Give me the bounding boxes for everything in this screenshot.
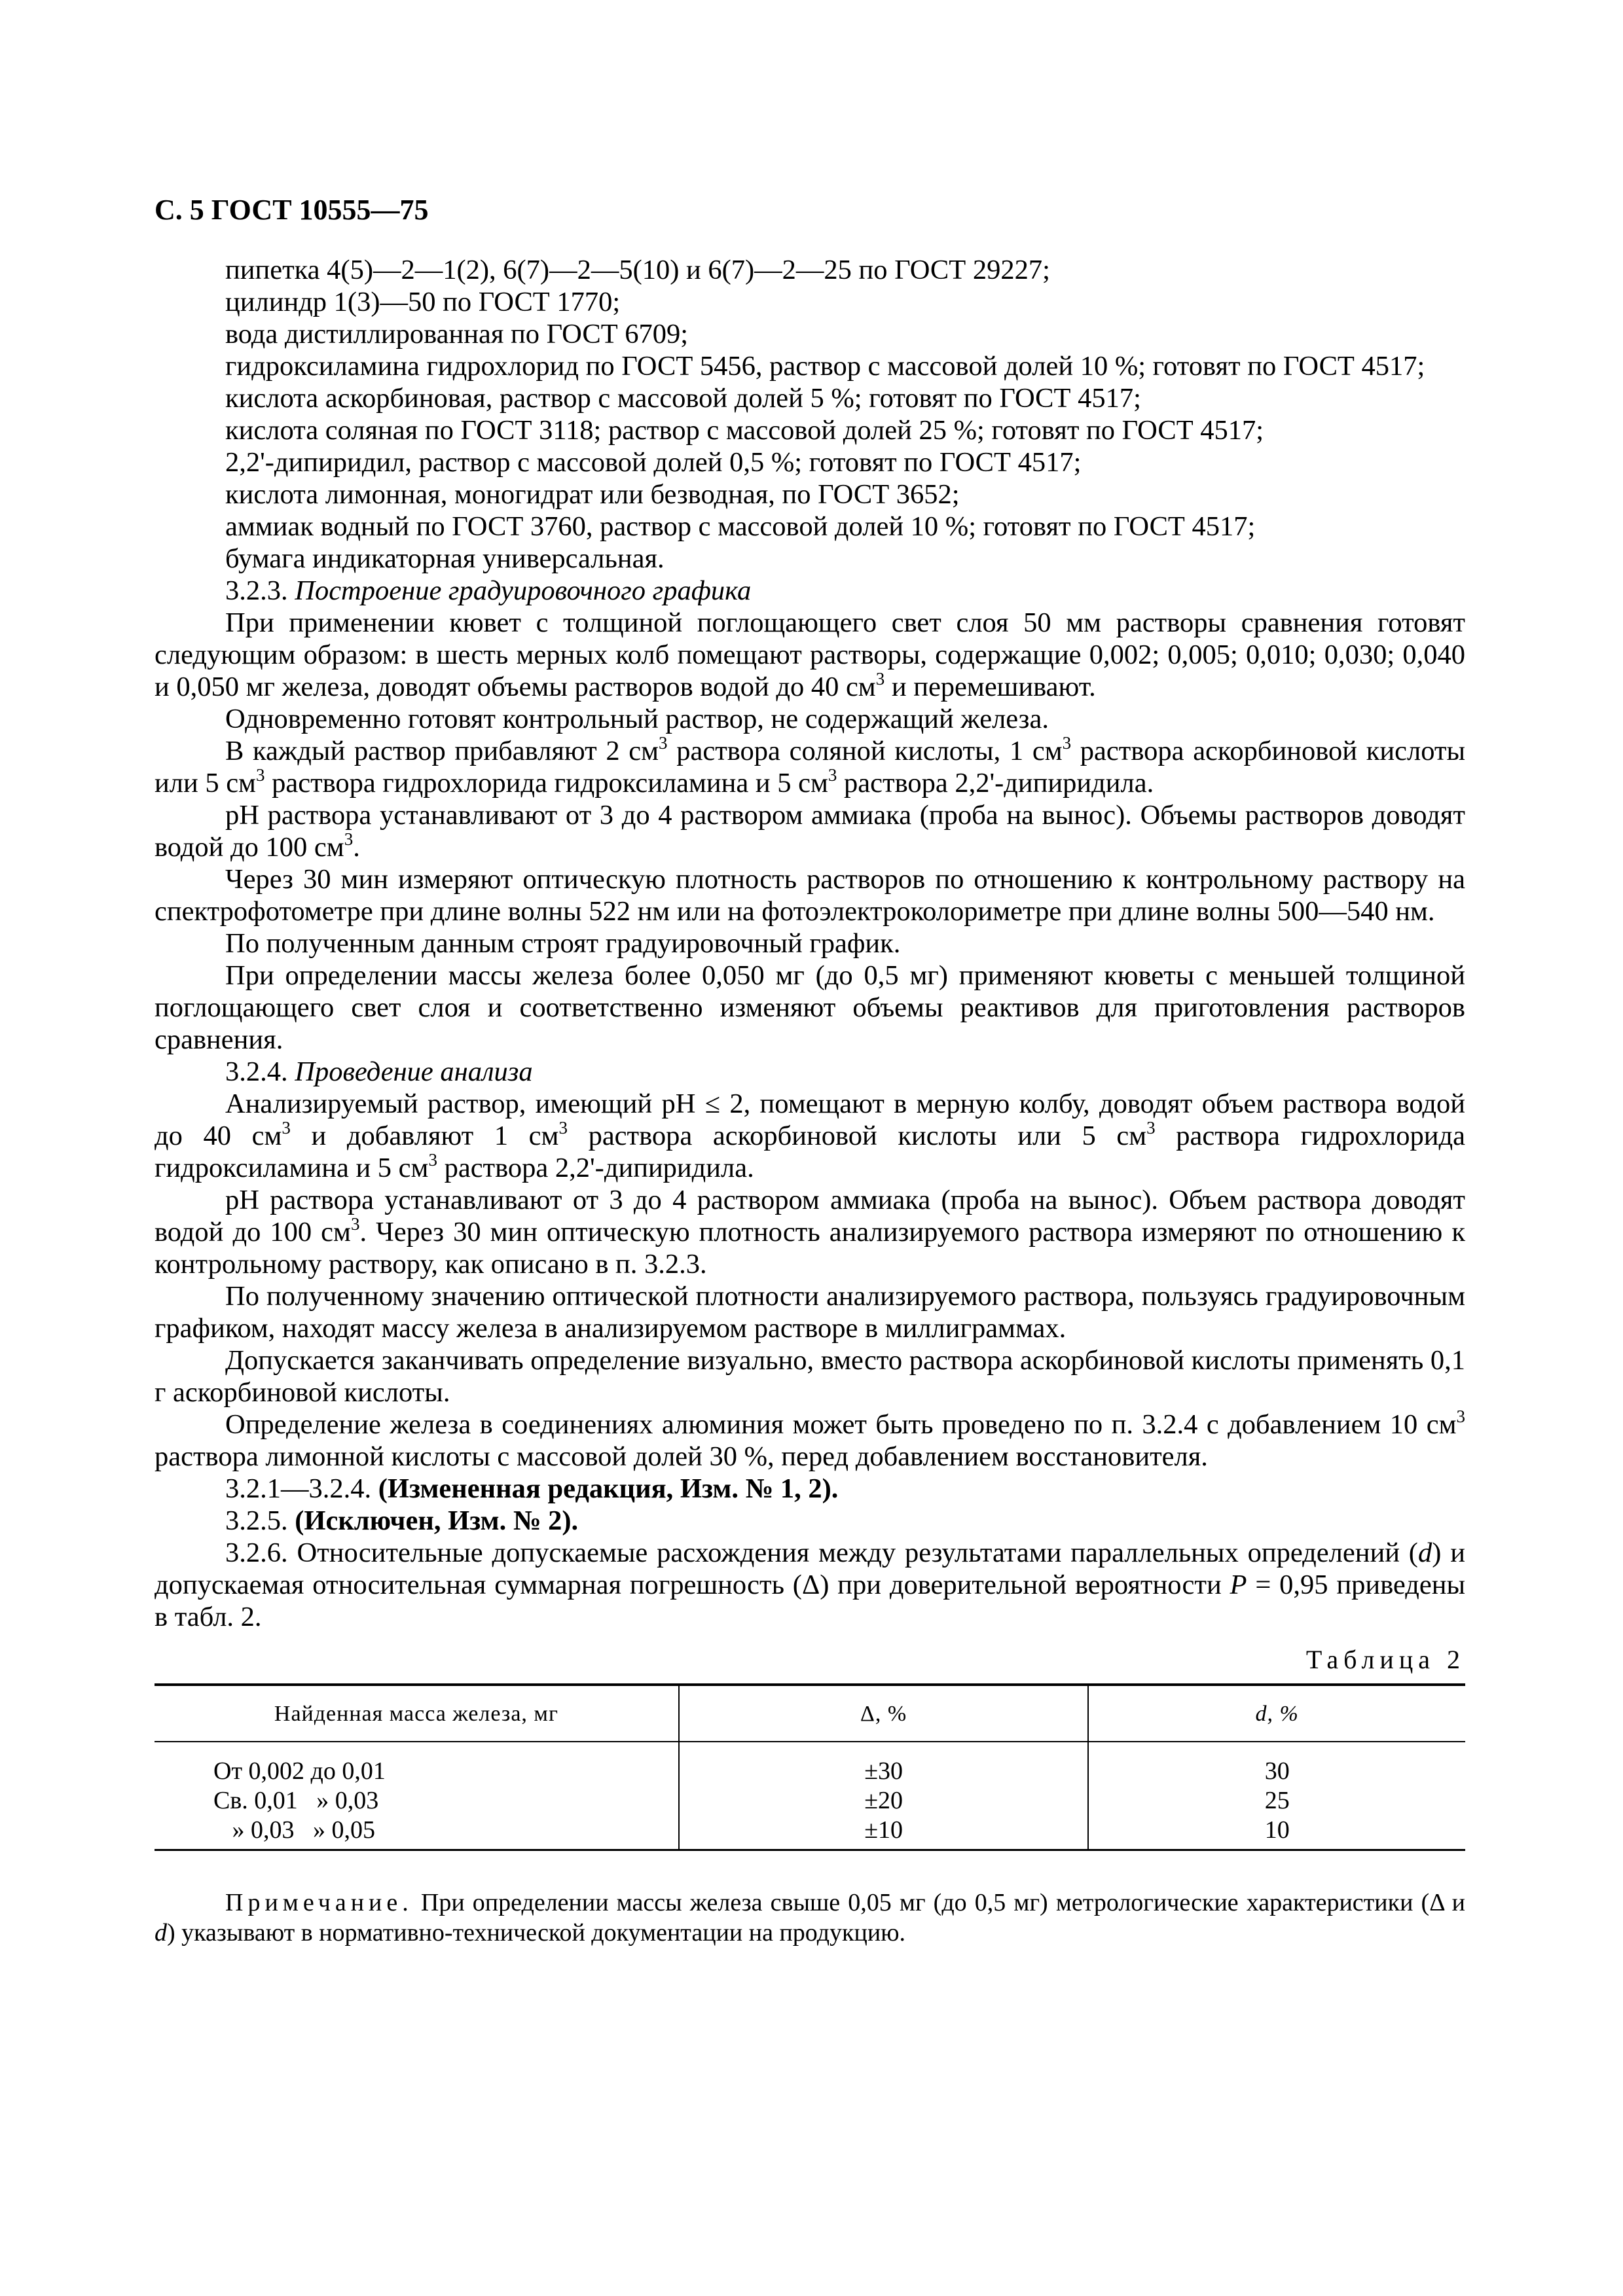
text-run: рН раствора устанавливают от 3 до 4 раствором аммиака (проба на вынос). Объем раствора доводят водой до 100 см xyxy=(155,1185,1465,1247)
paragraph: Одновременно готовят контрольный раствор, не содержащий железа. xyxy=(225,704,1049,734)
table-row xyxy=(155,1816,1465,1850)
paragraph: Через 30 мин измеряют оптическую плотность растворов по отношению к контрольному раствору на спектрофотометре при длине волны 522 нм или на фотоэлектроколориметре при длине волны 500—540 нм. xyxy=(155,864,1465,927)
column-header-delta: Δ, % xyxy=(679,1685,1089,1742)
superscript: 3 xyxy=(875,668,885,689)
list-item: гидроксиламина гидрохлорид по ГОСТ 5456, раствор с массовой долей 10 %; готовят по ГОСТ 4517; xyxy=(225,351,1425,382)
superscript: 3 xyxy=(1456,1406,1465,1426)
column-header-mass: Найденная масса железа, мг xyxy=(155,1685,679,1742)
table-header-row xyxy=(155,1685,1465,1742)
note-label: Примечание. xyxy=(225,1889,413,1916)
text-run: рН раствора устанавливают от 3 до 4 раствором аммиака (проба на вынос). Объемы растворов доводят водой до 100 см xyxy=(155,800,1465,863)
text-run: раствора гидрохлорида гидроксиламина и 5 см xyxy=(264,768,828,798)
superscript: 3 xyxy=(558,1117,568,1138)
text-run: ) и допускаемая относительная суммарная погрешность (Δ) при доверительной вероятности xyxy=(155,1537,1465,1600)
text-run: раствора лимонной кислоты с массовой долей 30 %, перед добавлением восстановителя. xyxy=(155,1441,1208,1472)
text-run: раствора аскорбиновой кислоты или 5 см xyxy=(567,1121,1147,1151)
text-run: Определение железа в соединениях алюминия может быть проведено по п. 3.2.4 с добавлением 10 см xyxy=(225,1409,1457,1440)
superscript: 3 xyxy=(659,732,668,753)
paragraph-3-2-6 xyxy=(155,1537,1465,1633)
table-cell: ±20 xyxy=(679,1786,1089,1816)
text-run: раствора 2,2'-дипиридила. xyxy=(837,768,1154,798)
paragraph: При определении массы железа более 0,050 мг (до 0,5 мг) применяют кюветы с меньшей толщиной поглощающего свет слоя и соответственно изменяют объемы реактивов для приготовления растворов сравнения. xyxy=(155,960,1465,1055)
paragraph xyxy=(155,1408,1465,1473)
text-run: При определении массы железа свыше 0,05 мг (до 0,5 мг) метрологические характеристики (Δ и xyxy=(412,1889,1465,1916)
table-cell: 25 xyxy=(1088,1786,1465,1816)
list-item: вода дистиллированная по ГОСТ 6709; xyxy=(225,319,689,350)
page-header: С. 5 ГОСТ 10555—75 xyxy=(155,194,429,226)
superscript: 3 xyxy=(828,764,837,785)
symbol-p: P xyxy=(1230,1570,1247,1600)
table-cell: Св. 0,01 » 0,03 xyxy=(213,1787,379,1814)
text-run: При применении кювет с толщиной поглощающего свет слоя 50 мм растворы сравнения готовят следующим образом: в шесть мерных колб помещают растворы, содержащие 0,002; 0,005; 0,010; 0,030; 0,040 и 0,050 мг железа, доводят объемы растворов водой до 40 см xyxy=(155,607,1465,702)
revision-note xyxy=(155,1473,1465,1505)
text-run: . Через 30 мин оптическую плотность анализируемого раствора измеряют по отношению к контрольному раствору, как описано в п. 3.2.3. xyxy=(155,1217,1465,1280)
list-item: цилиндр 1(3)—50 по ГОСТ 1770; xyxy=(225,287,621,317)
symbol-d: d xyxy=(1417,1537,1432,1568)
list-item: кислота аскорбиновая, раствор с массовой долей 5 %; готовят по ГОСТ 4517; xyxy=(225,383,1141,414)
text-run: раствора гидрохлорида гидроксиламина и 5 см xyxy=(155,1121,1466,1183)
table-cell: ±30 xyxy=(679,1742,1089,1786)
section-title: Проведение анализа xyxy=(295,1056,533,1087)
table-cell: » 0,03 » 0,05 xyxy=(155,1816,679,1850)
table-row xyxy=(155,1786,1465,1816)
document-body xyxy=(155,254,1465,1948)
table-cell: От 0,002 до 0,01 xyxy=(213,1757,386,1785)
revision-label: (Измененная редакция, Изм. № 1, 2). xyxy=(378,1473,839,1504)
list-item: аммиак водный по ГОСТ 3760, раствор с массовой долей 10 %; готовят по ГОСТ 4517; xyxy=(225,511,1256,542)
section-title: Построение градуировочного графика xyxy=(295,575,752,606)
paragraph xyxy=(155,732,1466,799)
list-item: кислота лимонная, моногидрат или безводная, по ГОСТ 3652; xyxy=(225,479,960,510)
superscript: 3 xyxy=(350,1213,360,1234)
text-run: раствора соляной кислоты, 1 см xyxy=(667,736,1063,766)
text-run: = 0,95 приведены в табл. 2. xyxy=(155,1570,1465,1632)
superscript: 3 xyxy=(255,764,265,785)
text-run: ) указывают в нормативно-технической документации на продукцию. xyxy=(167,1919,906,1946)
section-heading-3-2-3 xyxy=(155,575,1465,607)
text-run: и добавляют 1 см xyxy=(290,1121,559,1151)
text-run: 3.2.6. Относительные допускаемые расхождения между результатами параллельных определений ( xyxy=(225,1537,1418,1568)
section-heading-3-2-4 xyxy=(155,1056,1465,1088)
paragraph xyxy=(155,799,1465,863)
superscript: 3 xyxy=(1062,732,1072,753)
revision-label: (Исключен, Изм. № 2). xyxy=(295,1505,579,1536)
table-cell: 10 xyxy=(1088,1816,1465,1850)
text-run: . xyxy=(353,832,360,863)
paragraph xyxy=(155,607,1465,703)
list-item: бумага индикаторная универсальная. xyxy=(225,543,665,574)
section-number: 3.2.1—3.2.4. xyxy=(225,1473,372,1504)
section-number: 3.2.4. xyxy=(225,1056,288,1087)
text-run: и перемешивают. xyxy=(884,672,1096,702)
text-run: раствора аскорбиновой кислоты или 5 см xyxy=(155,736,1466,798)
table-caption: Таблица 2 xyxy=(1305,1645,1465,1674)
paragraph xyxy=(155,1088,1465,1184)
superscript: 3 xyxy=(282,1117,291,1138)
table-row xyxy=(155,1742,1465,1786)
list-item: пипетка 4(5)—2—1(2), 6(7)—2—5(10) и 6(7)—2—25 по ГОСТ 29227; xyxy=(225,255,1050,285)
paragraph: По полученному значению оптической плотности анализируемого раствора, пользуясь градуировочным графиком, находят массу железа в анализируемом растворе в миллиграммах. xyxy=(155,1281,1465,1344)
superscript: 3 xyxy=(344,829,354,849)
symbol-d: d xyxy=(155,1919,167,1946)
paragraph: По полученным данным строят градуировочный график. xyxy=(225,928,901,959)
text-run: Анализируемый раствор, имеющий рН ≤ 2, помещают в мерную колбу, доводят объем раствора водой до 40 см xyxy=(155,1088,1465,1151)
paragraph: Допускается заканчивать определение визуально, вместо раствора аскорбиновой кислоты применять 0,1 г аскорбиновой кислоты. xyxy=(155,1345,1465,1408)
text-run: В каждый раствор прибавляют 2 см xyxy=(225,736,659,766)
table-cell: 30 xyxy=(1088,1742,1465,1786)
table-2 xyxy=(155,1683,1465,1851)
section-number: 3.2.5. xyxy=(225,1505,288,1536)
table-note xyxy=(155,1888,1465,1948)
revision-note xyxy=(155,1505,1465,1537)
section-number: 3.2.3. xyxy=(225,575,288,606)
paragraph xyxy=(155,1184,1465,1280)
list-item: кислота соляная по ГОСТ 3118; раствор с массовой долей 25 %; готовят по ГОСТ 4517; xyxy=(225,415,1264,446)
superscript: 3 xyxy=(428,1149,437,1170)
column-header-d: d, % xyxy=(1088,1685,1465,1742)
list-item: 2,2'-дипиридил, раствор с массовой долей 0,5 %; готовят по ГОСТ 4517; xyxy=(225,447,1082,478)
superscript: 3 xyxy=(1146,1117,1156,1138)
text-run: раствора 2,2'-дипиридила. xyxy=(437,1153,754,1183)
table-cell: ±10 xyxy=(679,1816,1089,1850)
